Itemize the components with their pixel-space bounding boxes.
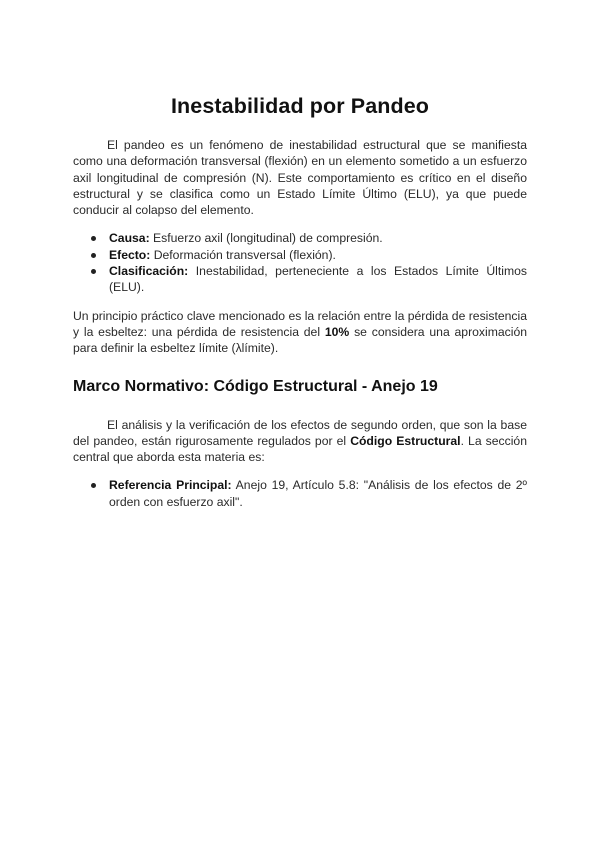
paragraph-text: . La sección central que aborda esta materia es: [73, 433, 527, 465]
intro-paragraph: El pandeo es un fenómeno de inestabilidad estructural que se manifiesta como una deformación transversal (flexión) en un elemento sometido a un esfuerzo axil longitudinal de compresión (N). Este comportamiento es crítico en el diseño estructural y se clasifica como un Estado Límite Último (ELU), ya que puede conducir al colapso del elemento. [73, 138, 527, 218]
list-item-causa [73, 230, 527, 246]
bullet-label: Clasificación: [109, 264, 189, 279]
definition-list [73, 230, 527, 295]
bullet-label: Efecto: [109, 247, 151, 262]
bullet-label: Causa: [109, 231, 150, 246]
list-item-clasificacion [73, 263, 527, 296]
bullet-text: Deformación transversal (flexión). [150, 247, 336, 262]
paragraph-text: Un principio práctico clave mencionado es la relación entre la pérdida de resistencia y la esbeltez: una pérdida de resistencia del [73, 308, 527, 339]
list-item-reference [73, 477, 527, 510]
paragraph-text: El análisis y la verificación de los efectos de segundo orden, que son la base del pandeo, están rigurosamente regulados por el [73, 417, 527, 448]
bullet-label: Referencia Principal: [109, 478, 232, 493]
paragraph-text: se considera una aproximación para definir la esbeltez límite (λlímite). [73, 324, 528, 356]
bullet-text: Inestabilidad, perteneciente a los Estados Límite Últimos (ELU). [109, 264, 527, 295]
reference-list [73, 477, 527, 510]
percent-value: 10% [324, 324, 350, 339]
slenderness-paragraph [73, 308, 527, 357]
code-name: Código Estructural [350, 433, 461, 448]
bullet-text: Anejo 19, Artículo 5.8: "Análisis de los efectos de 2º orden con esfuerzo axil". [109, 478, 527, 509]
normative-paragraph [73, 417, 527, 466]
list-item-efecto [73, 247, 527, 263]
section-heading: Marco Normativo: Código Estructural - Anejo 19 [73, 377, 438, 395]
bullet-text: Esfuerzo axil (longitudinal) de compresión. [149, 231, 383, 246]
page-title: Inestabilidad por Pandeo [170, 94, 430, 118]
